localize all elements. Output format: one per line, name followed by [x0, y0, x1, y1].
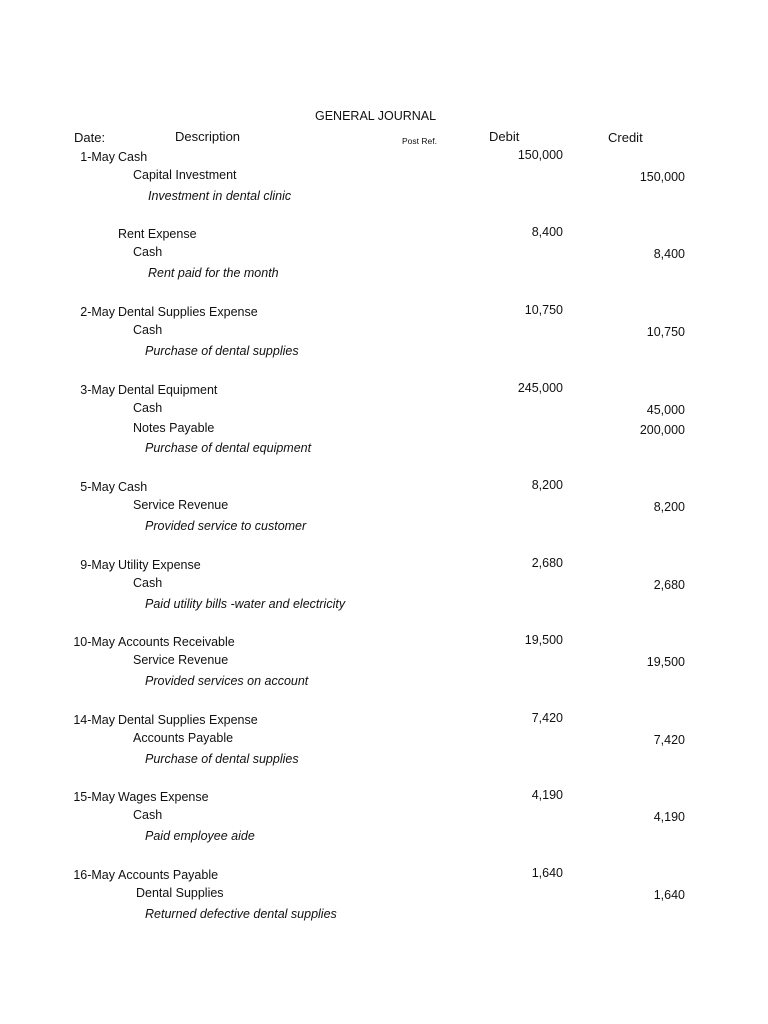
entry-date: 15-May	[73, 790, 115, 804]
credit-account: Capital Investment	[133, 168, 237, 183]
entry-memo: Investment in dental clinic	[148, 188, 292, 203]
page-title: GENERAL JOURNAL	[315, 109, 437, 123]
credit-amount: 4,190	[653, 810, 685, 825]
header-date: Date:	[74, 130, 106, 145]
credit-account: Cash	[133, 245, 163, 260]
credit-amount: 150,000	[639, 170, 685, 185]
entry-date: 5-May	[80, 480, 115, 494]
credit-amount: 8,200	[653, 500, 685, 515]
credit-account: Service Revenue	[133, 498, 229, 513]
entry-memo: Purchase of dental equipment	[145, 441, 312, 456]
header-description: Description	[175, 129, 241, 144]
credit-amount: 2,680	[653, 578, 685, 593]
debit-account: Cash	[118, 150, 148, 164]
debit-amount: 8,400	[531, 225, 563, 239]
credit-amount: 8,400	[653, 247, 685, 262]
entry-memo: Paid employee aide	[145, 828, 255, 843]
debit-account: Accounts Receivable	[118, 635, 235, 649]
credit-amount: 45,000	[646, 403, 685, 418]
debit-amount: 7,420	[531, 711, 563, 725]
entry-date: 10-May	[73, 635, 115, 649]
entry-memo: Provided services on account	[145, 673, 309, 688]
entry-memo: Returned defective dental supplies	[145, 906, 337, 921]
debit-account: Wages Expense	[118, 790, 209, 804]
entry-date: 16-May	[73, 868, 115, 882]
credit-amount: 7,420	[653, 733, 685, 748]
debit-account: Accounts Payable	[118, 868, 219, 882]
entry-memo: Provided service to customer	[145, 518, 307, 533]
debit-amount: 8,200	[531, 478, 563, 492]
credit-account: Cash	[133, 401, 163, 416]
debit-amount: 245,000	[517, 381, 563, 395]
debit-amount: 150,000	[517, 148, 563, 162]
credit-amount: 200,000	[639, 422, 685, 437]
debit-account: Dental Supplies Expense	[118, 713, 258, 727]
debit-account: Dental Supplies Expense	[118, 305, 258, 319]
credit-account: Cash	[133, 323, 163, 338]
credit-account: Cash	[133, 808, 163, 823]
credit-account: Dental Supplies	[136, 886, 224, 901]
debit-account: Rent Expense	[118, 227, 197, 241]
debit-amount: 2,680	[531, 556, 563, 570]
debit-account: Cash	[118, 480, 148, 494]
credit-amount: 1,640	[653, 888, 685, 903]
entry-memo: Purchase of dental supplies	[145, 343, 299, 358]
debit-account: Dental Equipment	[118, 383, 218, 397]
debit-amount: 10,750	[524, 303, 563, 317]
credit-account: Cash	[133, 576, 163, 591]
header-credit: Credit	[608, 130, 643, 145]
debit-amount: 4,190	[531, 788, 563, 802]
credit-account: Notes Payable	[133, 420, 215, 435]
header-debit: Debit	[489, 129, 520, 144]
credit-amount: 10,750	[646, 325, 685, 340]
entry-date: 1-May	[80, 150, 115, 164]
debit-account: Utility Expense	[118, 558, 201, 572]
entry-memo: Purchase of dental supplies	[145, 751, 299, 766]
header-post-ref: Post Ref.	[402, 136, 437, 146]
entry-date: 3-May	[80, 383, 115, 397]
credit-account: Service Revenue	[133, 653, 229, 668]
credit-account: Accounts Payable	[133, 731, 234, 746]
debit-amount: 1,640	[531, 866, 563, 880]
entry-date: 9-May	[80, 558, 115, 572]
debit-amount: 19,500	[524, 633, 563, 647]
entry-memo: Paid utility bills -water and electricity	[145, 596, 346, 611]
credit-amount: 19,500	[646, 655, 685, 670]
entry-date: 2-May	[80, 305, 115, 319]
entry-date: 14-May	[73, 713, 115, 727]
entry-memo: Rent paid for the month	[148, 265, 279, 280]
